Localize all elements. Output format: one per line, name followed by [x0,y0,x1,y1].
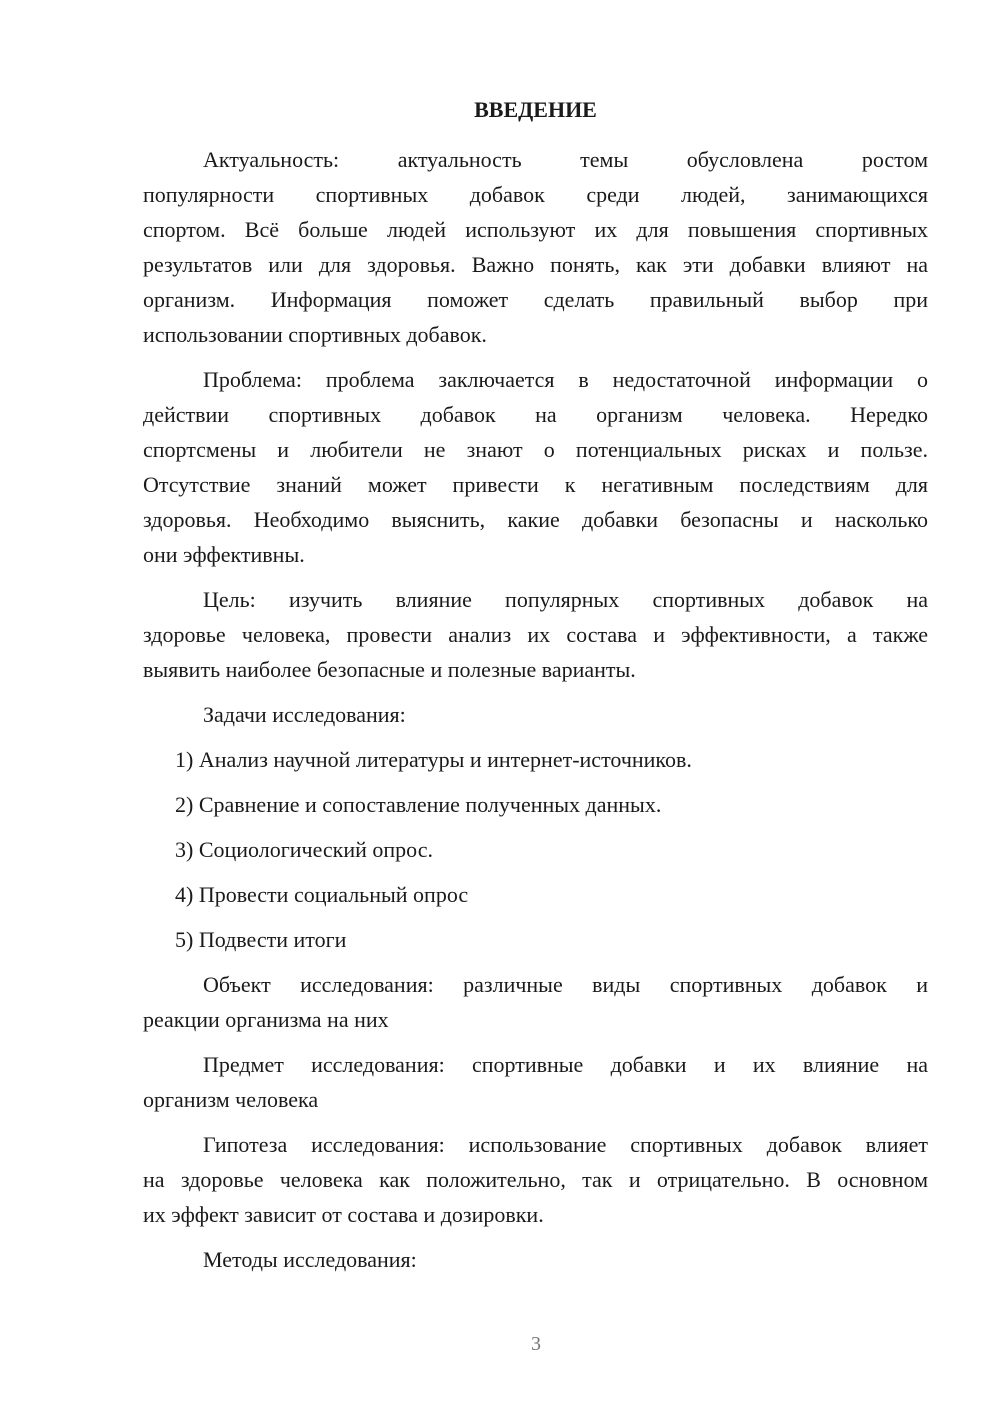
text-line: действии спортивных добавок на организм человека. Нередко [143,402,928,427]
text-line: Задачи исследования: [203,702,406,727]
text-line: 1) Анализ научной литературы и интернет-источников. [175,747,692,772]
text-line: Предмет исследования: спортивные добавки и их влияние на [203,1052,928,1077]
paragraph [143,697,928,732]
paragraph [143,1127,928,1232]
text-line: Методы исследования: [203,1247,417,1272]
text-line: популярности спортивных добавок среди людей, занимающихся [143,182,928,207]
list-item [143,922,928,957]
text-line: здоровье человека, провести анализ их состава и эффективности, а также [143,622,928,647]
text-line: Объект исследования: различные виды спортивных добавок и [203,972,928,997]
paragraph [143,142,928,352]
paragraph [143,362,928,572]
text-line: реакции организма на них [143,1007,389,1032]
section-title: ВВЕДЕНИЕ [474,97,597,122]
text-line: они эффективны. [143,542,305,567]
text-line: 3) Социологический опрос. [175,837,433,862]
text-line: Цель: изучить влияние популярных спортивных добавок на [203,587,928,612]
text-line: на здоровье человека как положительно, так и отрицательно. В основном [143,1167,928,1192]
text-line: организм человека [143,1087,319,1112]
text-line: результатов или для здоровья. Важно понять, как эти добавки влияют на [143,252,928,277]
text-line: 5) Подвести итоги [175,927,347,952]
text-line: Отсутствие знаний может привести к негативным последствиям для [143,472,928,497]
text-line: выявить наиболее безопасные и полезные варианты. [143,657,636,682]
list-item [143,742,928,777]
text-line: спортсмены и любители не знают о потенциальных рисках и пользе. [143,437,928,462]
text-line: 2) Сравнение и сопоставление полученных данных. [175,792,662,817]
text-line: Проблема: проблема заключается в недостаточной информации о [203,367,928,392]
list-item [143,787,928,822]
text-line: использовании спортивных добавок. [143,322,487,347]
document-body [143,142,928,1277]
text-line: здоровья. Необходимо выяснить, какие добавки безопасны и насколько [143,507,928,532]
text-line: Актуальность: актуальность темы обусловлена ростом [203,147,928,172]
list-item [143,832,928,867]
text-line: Гипотеза исследования: использование спортивных добавок влияет [203,1132,928,1157]
page-number: 3 [531,1333,541,1355]
text-line: организм. Информация поможет сделать правильный выбор при [143,287,928,312]
document-page [143,92,928,1287]
text-line: спортом. Всё больше людей используют их для повышения спортивных [143,217,928,242]
text-line: их эффект зависит от состава и дозировки. [143,1202,544,1227]
list-item [143,877,928,912]
text-line: 4) Провести социальный опрос [175,882,469,907]
paragraph [143,1242,928,1277]
paragraph [143,582,928,687]
paragraph [143,1047,928,1117]
paragraph [143,967,928,1037]
